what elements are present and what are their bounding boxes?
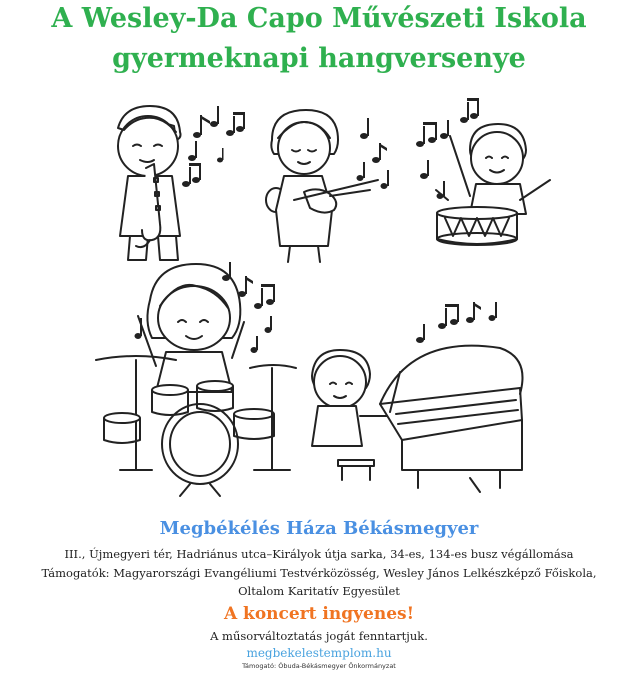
municipality-support-note: Támogató: Óbuda-Békásmegyer Önkormányzat: [242, 662, 396, 670]
drummer-child-figure: [436, 124, 550, 245]
free-entry-notice: A koncert ingyenes!: [223, 604, 415, 624]
piano-music-notes: [416, 302, 497, 343]
website-link[interactable]: megbekelestemplom.hu: [246, 646, 392, 660]
drum-kit-child-figure: [96, 264, 296, 496]
program-change-notice: A műsorváltoztatás jogát fenntartjuk.: [210, 629, 428, 643]
saxophone-child-figure: [118, 106, 181, 260]
venue-address: III., Újmegyeri tér, Hadriánus utca–Királyok útja sarka, 34-es, 134-es busz végállomása: [64, 547, 574, 561]
saxophone-music-notes: [182, 106, 245, 187]
violin-music-notes: [357, 118, 390, 189]
children-musicians-illustration: [0, 92, 638, 512]
poster-title-line1: A Wesley-Da Capo Művészeti Iskola: [51, 3, 587, 34]
venue-name: Megbékélés Háza Békásmegyer: [159, 518, 479, 539]
violin-child-figure: [266, 110, 378, 262]
sponsors-line-2: Oltalom Karitatív Egyesület: [238, 584, 400, 598]
sponsors-line-1: Támogatók: Magyarországi Evangéliumi Testvérközösség, Wesley János Lelkészképző Főiskola,: [41, 566, 597, 580]
poster-title-line2: gyermeknapi hangversenye: [112, 43, 526, 74]
piano-child-figure: [312, 346, 523, 492]
